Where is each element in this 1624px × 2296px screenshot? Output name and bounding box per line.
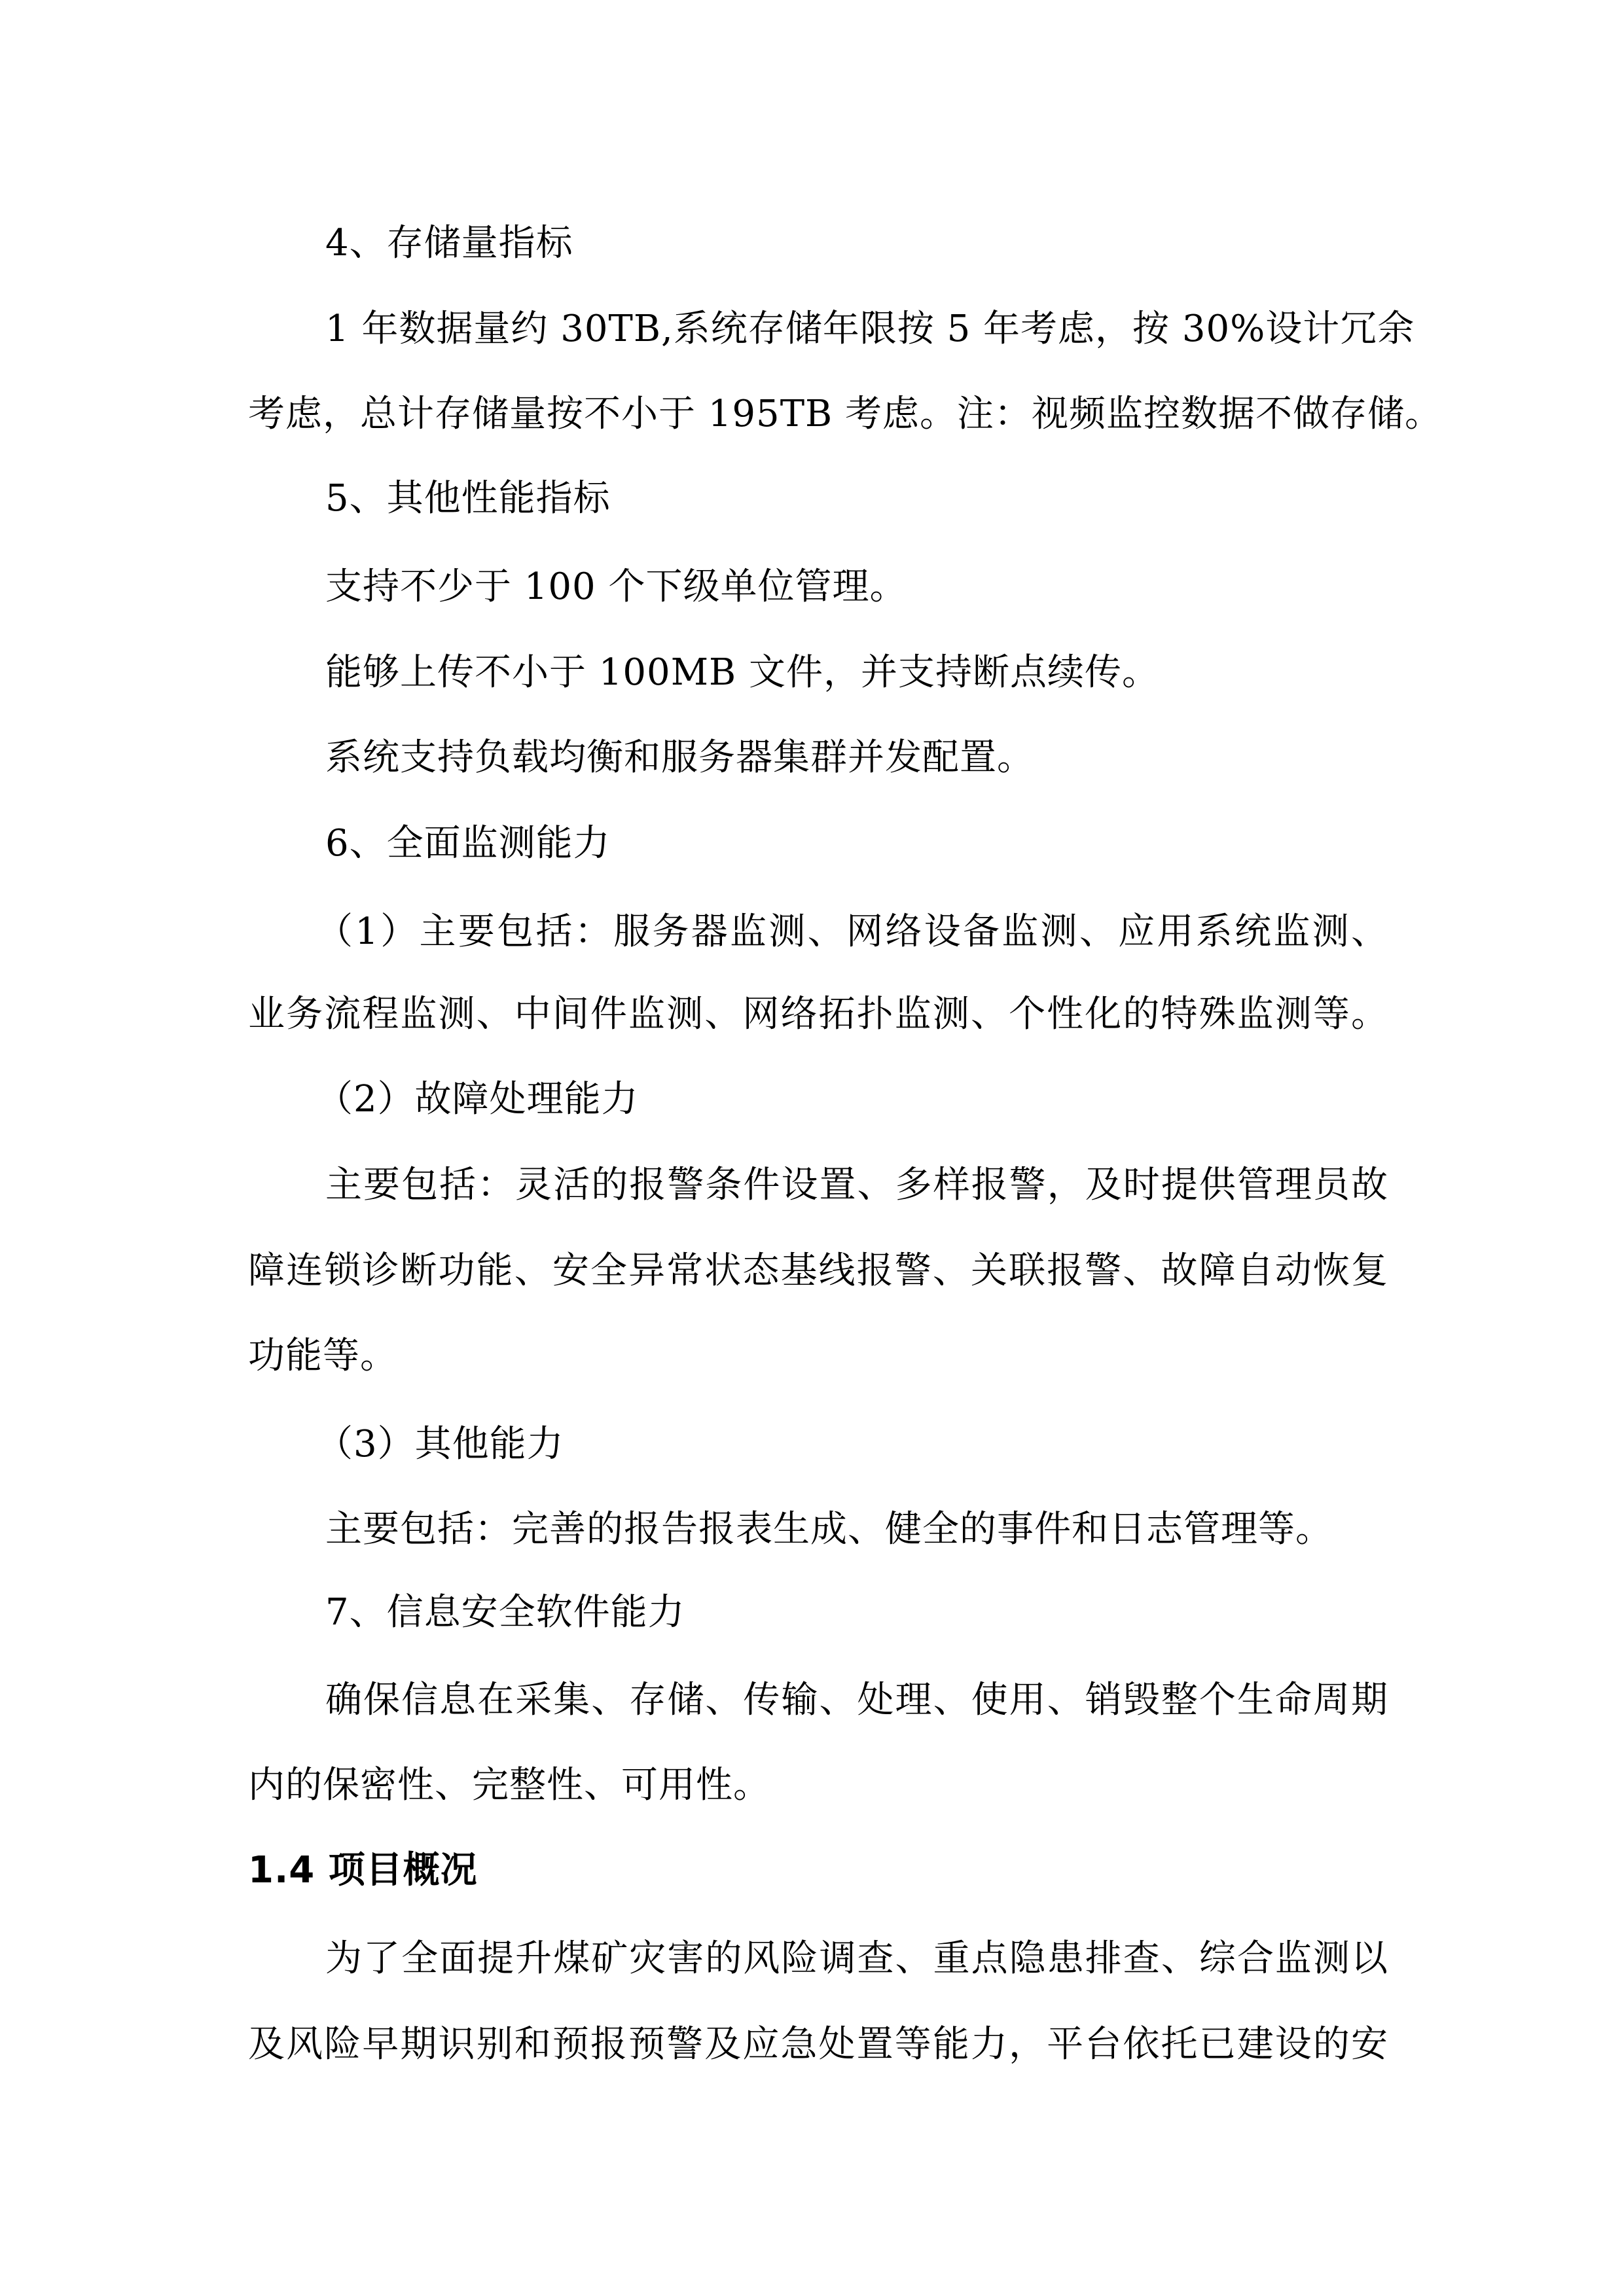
paragraph-line: 支持不少于 100 个下级单位管理。 — [325, 565, 907, 608]
paragraph-line: （1）主要包括：服务器监测、网络设备监测、应用系统监测、 — [316, 910, 1388, 953]
paragraph-line: 内的保密性、完整性、可用性。 — [248, 1764, 770, 1806]
paragraph-line: 系统支持负载均衡和服务器集群并发配置。 — [325, 736, 1034, 779]
section-heading-storage: 4、存储量指标 — [325, 222, 573, 264]
paragraph-line: 障连锁诊断功能、安全异常状态基线报警、关联报警、故障自动恢复 — [248, 1249, 1388, 1292]
paragraph-line: 及风险早期识别和预报预警及应急处置等能力，平台依托已建设的安 — [248, 2023, 1388, 2066]
section-heading-other-performance: 5、其他性能指标 — [325, 477, 611, 520]
paragraph-line: 主要包括：完善的报告报表生成、健全的事件和日志管理等。 — [325, 1508, 1333, 1551]
paragraph-line: 确保信息在采集、存储、传输、处理、使用、销毁整个生命周期 — [325, 1679, 1388, 1721]
paragraph-line: 能够上传不小于 100MB 文件，并支持断点续传。 — [325, 651, 1159, 694]
subheading-other-abilities: （3）其他能力 — [316, 1423, 564, 1465]
paragraph-line: 为了全面提升煤矿灾害的风险调查、重点隐患排查、综合监测以 — [325, 1937, 1388, 1980]
paragraph-line: 1 年数据量约 30TB,系统存储年限按 5 年考虑，按 30%设计冗余 — [325, 308, 1415, 350]
subheading-fault-handling: （2）故障处理能力 — [316, 1078, 639, 1121]
section-heading-info-security: 7、信息安全软件能力 — [325, 1591, 685, 1634]
section-heading-monitoring: 6、全面监测能力 — [325, 822, 611, 865]
paragraph-line: 业务流程监测、中间件监测、网络拓扑监测、个性化的特殊监测等。 — [248, 993, 1388, 1035]
paragraph-line: 功能等。 — [248, 1335, 397, 1377]
paragraph-line: 考虑，总计存储量按不小于 195TB 考虑。注：视频监控数据不做存储。 — [248, 393, 1442, 435]
paragraph-line: 主要包括：灵活的报警条件设置、多样报警，及时提供管理员故 — [325, 1164, 1388, 1206]
section-heading-project-overview: 1.4 项目概况 — [248, 1849, 478, 1892]
